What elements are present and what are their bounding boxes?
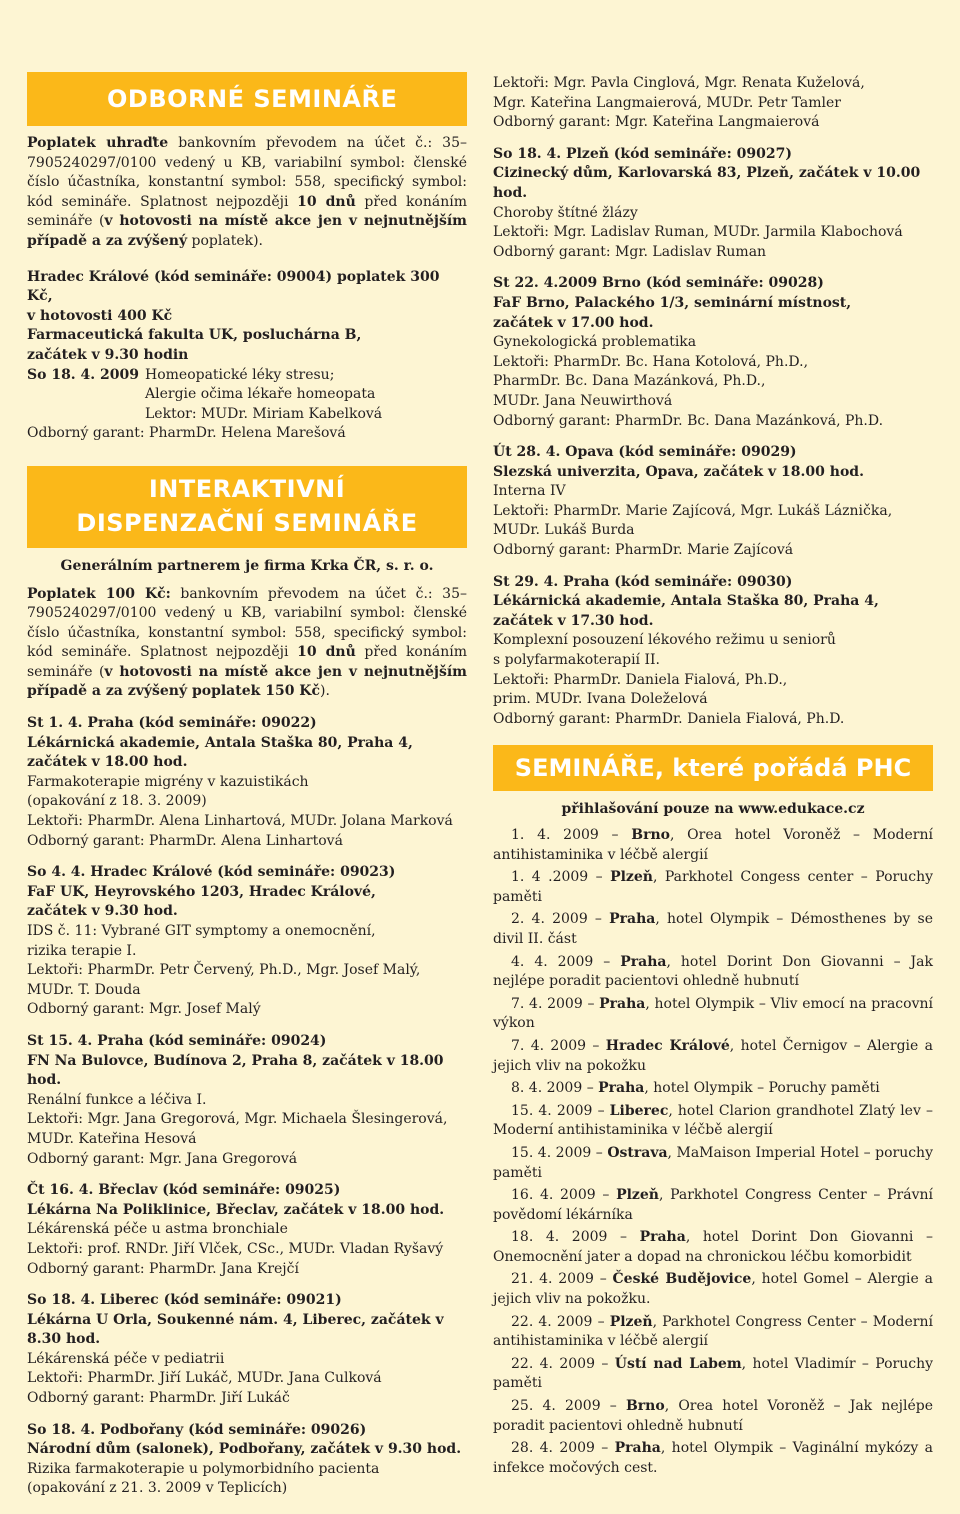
phc-seminar-item (493, 1102, 933, 1141)
seminar-description: , hotel Dorint Don Giovanni – Onemocnění jater a dopad na chronickou léčbu komorbidit (493, 1229, 933, 1265)
event-detail-line: Lektoři: PharmDr. Alena Linhartová, MUDr. Jolana Marková (27, 813, 453, 830)
phc-seminar-item (493, 1037, 933, 1076)
event-detail-line: Renální funkce a léčiva I. (27, 1091, 207, 1108)
phc-seminar-item (493, 1228, 933, 1267)
event-heading-line: St 1. 4. Praha (kód semináře: 09022) (27, 715, 317, 732)
fee-cash-note: v hotovosti na místě akce jen v nejnutnějším případě a za zvýšený poplatek 150 Kč (27, 663, 467, 700)
event-heading-line: Slezská univerzita, Opava, začátek v 18.00 hod. (493, 463, 864, 480)
seminar-date: 7. 4. 2009 – (511, 1037, 606, 1054)
event-detail-line: (opakování z 21. 3. 2009 v Teplicích) (27, 1480, 288, 1497)
seminar-description: , Parkhotel Congress Center – Právní povědomí lékárníka (493, 1187, 933, 1223)
event-detail-line: Lékárenská péče u astma bronchiale (27, 1221, 288, 1238)
seminar-description: , hotel Černigov – Alergie a jejich vliv na pokožku (493, 1037, 933, 1074)
phc-seminar-item (493, 910, 933, 949)
event-block (493, 145, 933, 263)
seminar-city: České Budějovice (612, 1271, 752, 1288)
event-heading-line: St 29. 4. Praha (kód semináře: 09030) (493, 573, 793, 590)
fee-text3: poplatek). (187, 232, 264, 249)
seminar-date: 4. 4. 2009 – (511, 953, 621, 970)
seminar-date: 21. 4. 2009 – (511, 1271, 613, 1288)
seminar-city: Hradec Králové (605, 1037, 730, 1054)
event-start: začátek v 9.30 hodin (27, 346, 189, 363)
event-block (493, 573, 933, 730)
event-heading-line: St 15. 4. Praha (kód semináře: 09024) (27, 1032, 327, 1049)
fee-text: bankovním převodem na účet č.: 35–7905240297/0100 vedený u KB, variabilní symbol: členské číslo účastníka, konstantní symbol: 558, specifický symbol: kód semináře. Splatnost nejpozději (27, 585, 467, 661)
event-detail-line: Odborný garant: Mgr. Jana Gregorová (27, 1150, 298, 1167)
seminar-description: , hotel Vladimír – Poruchy paměti (493, 1355, 934, 1392)
phc-seminar-item (493, 1270, 933, 1309)
event-cash: v hotovosti 400 Kč (27, 307, 173, 324)
phc-seminar-item (493, 826, 933, 865)
event-block (27, 1421, 467, 1499)
event-heading-line: Lékárna U Orla, Soukenné nám. 4, Liberec, začátek v 8.30 hod. (27, 1311, 444, 1348)
event-detail-line: Odborný garant: Mgr. Kateřina Langmaierová (493, 114, 820, 131)
event-detail-line: MUDr. Lukáš Burda (493, 522, 635, 539)
event-detail-line: Odborný garant: Mgr. Josef Malý (27, 1001, 261, 1018)
event-title: Hradec Králové (kód semináře: 09004) poplatek 300 Kč, (27, 268, 440, 305)
seminar-city: Praha (599, 995, 646, 1012)
seminar-description: , Parkhotel Congess center – Poruchy paměti (493, 869, 933, 905)
phc-seminar-item (493, 1144, 933, 1183)
event-detail-line: Lektoři: prof. RNDr. Jiří Vlček, CSc., MUDr. Vladan Ryšavý (27, 1240, 444, 1257)
event-heading-line: FN Na Bulovce, Budínova 2, Praha 8, začátek v 18.00 hod. (27, 1052, 444, 1089)
event-detail-line: rizika terapie I. (27, 942, 137, 959)
left-column (27, 72, 467, 1499)
fee-text2: před konáním semináře ( (27, 193, 467, 230)
seminar-date: 2. 4. 2009 – (511, 911, 610, 928)
seminar-date: 22. 4. 2009 – (511, 1313, 610, 1330)
event-heading-line: So 18. 4. Plzeň (kód semináře: 09027) (493, 145, 792, 162)
seminar-description: , hotel Olympik – Poruchy paměti (644, 1080, 880, 1097)
right-event-list (493, 145, 933, 730)
event-heading-line: Lékárnická akademie, Antala Staška 80, Praha 4, (27, 734, 413, 751)
event-detail-line: Odborný garant: PharmDr. Alena Linhartová (27, 832, 343, 849)
event-topic: Homeopatické léky stresu; (145, 366, 335, 383)
event-heading-line: FaF UK, Heyrovského 1203, Hradec Králové, (27, 883, 376, 900)
fee-deadline: 10 dnů (297, 193, 356, 210)
seminar-city: Plzeň (609, 1313, 653, 1330)
event-detail-line: PharmDr. Bc. Dana Mazánková, Ph.D., (493, 373, 766, 390)
event-heading-line: začátek v 9.30 hod. (27, 903, 178, 920)
phc-seminar-item (493, 1313, 933, 1352)
event-venue: Farmaceutická fakulta UK, posluchárna B, (27, 327, 362, 344)
banner-phc-seminare: SEMINÁŘE, které pořádá PHC (493, 745, 933, 791)
phc-seminar-item (493, 1186, 933, 1225)
event-heading-line: Národní dům (salonek), Podbořany, začátek v 9.30 hod. (27, 1441, 462, 1458)
fee-text: bankovním převodem na účet č.: 35–7905240297/0100 vedený u KB, variabilní symbol: členské číslo účastníka, konstantní symbol: 558, specifický symbol: kód semináře. Splatnost nejpozději (27, 135, 467, 210)
event-heading-line: Lékárnická akademie, Antala Staška 80, Praha 4, (493, 593, 879, 610)
seminar-city: Ostrava (607, 1144, 668, 1161)
seminar-description: , Parkhotel Congress Center – Moderní antihistaminika v léčbě alergií (493, 1313, 933, 1350)
event-detail-line: Lektoři: PharmDr. Daniela Fialová, Ph.D., (493, 671, 788, 688)
fee-deadline: 10 dnů (297, 644, 356, 661)
seminar-description: , hotel Olympik – Vaginální mykózy a infekce močových cest. (493, 1440, 933, 1476)
event-topic: Alergie očima lékaře homeopata (145, 386, 376, 403)
seminar-city: Praha (639, 1229, 686, 1246)
event-date: So 18. 4. 2009 (27, 366, 140, 383)
seminar-date: 22. 4. 2009 – (511, 1355, 615, 1372)
event-heading-line: St 22. 4.2009 Brno (kód semináře: 09028) (493, 275, 824, 292)
seminar-city: Praha (614, 1440, 661, 1457)
event-detail-line: MUDr. Jana Neuwirthová (493, 392, 673, 409)
interaktivni-fee-paragraph (27, 585, 467, 703)
event-detail-line: Komplexní posouzení lékového režimu u seniorů (493, 632, 836, 649)
event-block (27, 863, 467, 1020)
left-event-list (27, 714, 467, 1499)
event-detail-line: Lektoři: PharmDr. Marie Zajícová, Mgr. Lukáš Láznička, (493, 502, 893, 519)
event-detail-line: Lektoři: PharmDr. Jiří Lukáč, MUDr. Jana Culková (27, 1370, 382, 1387)
event-detail-line: Lektoři: Mgr. Pavla Cinglová, Mgr. Renata Kuželová, (493, 75, 865, 91)
event-hradec-kralove (27, 268, 467, 444)
event-detail-line: (opakování z 18. 3. 2009) (27, 793, 207, 810)
seminar-description: , hotel Olympik – Vliv emocí na pracovní výkon (493, 995, 933, 1032)
event-heading-line: Lékárna Na Poliklinice, Břeclav, začátek v 18.00 hod. (27, 1201, 445, 1218)
phc-seminar-item (493, 953, 933, 992)
seminar-description: , hotel Gomel – Alergie a jejich vliv na pokožku. (493, 1271, 933, 1308)
event-detail-line: Odborný garant: PharmDr. Bc. Dana Mazánková, Ph.D. (493, 412, 884, 429)
seminar-description: , hotel Olympik – Démosthenes by se divil II. část (493, 911, 933, 947)
seminar-date: 18. 4. 2009 – (511, 1229, 640, 1246)
continued-event (493, 74, 933, 133)
event-heading-line: Čt 16. 4. Břeclav (kód semináře: 09025) (27, 1182, 341, 1199)
seminar-date: 16. 4. 2009 – (511, 1187, 617, 1204)
seminar-city: Praha (598, 1080, 645, 1097)
event-heading-line: Cizinecký dům, Karlovarská 83, Plzeň, začátek v 10.00 hod. (493, 165, 921, 201)
seminar-date: 7. 4. 2009 – (511, 995, 600, 1012)
event-detail-line: Odborný garant: Mgr. Ladislav Ruman (493, 243, 767, 260)
event-detail-line: Choroby štítné žlázy (493, 204, 638, 221)
event-heading-line: začátek v 18.00 hod. (27, 754, 188, 771)
seminar-date: 15. 4. 2009 – (511, 1102, 610, 1119)
event-detail-line: Interna IV (493, 483, 566, 500)
event-detail-line: Lektoři: PharmDr. Bc. Hana Kotolová, Ph.D., (493, 353, 809, 370)
phc-seminar-item (493, 1397, 933, 1436)
partner-line: Generálním partnerem je firma Krka ČR, s. r. o. (60, 557, 434, 574)
seminar-city: Praha (620, 953, 667, 970)
seminar-date: 25. 4. 2009 – (511, 1398, 626, 1415)
event-detail-line: Odborný garant: PharmDr. Jana Krejčí (27, 1260, 299, 1277)
event-detail-line: IDS č. 11: Vybrané GIT symptomy a onemocnění, (27, 923, 376, 939)
seminar-city: Plzeň (616, 1187, 659, 1204)
fee-label: Poplatek uhraďte (27, 135, 169, 151)
event-heading-line: So 18. 4. Podbořany (kód semináře: 09026) (27, 1421, 367, 1438)
event-heading-line: So 18. 4. Liberec (kód semináře: 09021) (27, 1292, 342, 1309)
fee-cash-note: v hotovosti na místě akce jen v nejnutnějším případě a za zvýšený (27, 213, 467, 249)
seminar-date: 1. 4 .2009 – (511, 869, 611, 886)
event-detail-line: Odborný garant: PharmDr. Jiří Lukáč (27, 1390, 290, 1407)
seminar-city: Brno (631, 827, 670, 843)
seminar-description: , Orea hotel Voroněž – Jak nejlépe poradit pacientovi ohledně hubnutí (493, 1398, 933, 1434)
event-heading-line: začátek v 17.00 hod. (493, 314, 654, 331)
right-column (493, 72, 933, 1478)
event-block (27, 1291, 467, 1409)
banner-line: DISPENZAČNÍ SEMINÁŘE (76, 508, 418, 537)
event-block (493, 274, 933, 431)
seminar-date: 8. 4. 2009 – (511, 1080, 599, 1097)
event-block (493, 443, 933, 561)
event-detail-line: Mgr. Kateřina Langmaierová, MUDr. Petr Tamler (493, 94, 841, 111)
event-detail-line: Odborný garant: PharmDr. Daniela Fialová, Ph.D. (493, 710, 845, 727)
event-heading-line: FaF Brno, Palackého 1/3, seminární místnost, (493, 294, 852, 311)
phc-seminar-item (493, 1355, 933, 1394)
banner-interaktivni-seminare (27, 466, 467, 548)
event-detail-line: Lektoři: PharmDr. Petr Červený, Ph.D., Mgr. Josef Malý, (27, 962, 421, 979)
event-detail-line: prim. MUDr. Ivana Doleželová (493, 691, 708, 708)
seminar-description: , MaMaison Imperial Hotel – poruchy paměti (493, 1144, 933, 1181)
seminar-date: 1. 4. 2009 – (511, 827, 632, 843)
event-garant: Odborný garant: PharmDr. Helena Marešová (27, 425, 346, 442)
seminar-date: 28. 4. 2009 – (511, 1440, 615, 1457)
event-detail-line: Lékárenská péče v pediatrii (27, 1350, 225, 1367)
seminar-description: , hotel Clarion grandhotel Zlatý lev – Moderní antihistaminika v léčbě alergií (493, 1102, 933, 1139)
event-heading-line: So 4. 4. Hradec Králové (kód semináře: 09023) (27, 864, 396, 881)
seminar-city: Liberec (609, 1102, 669, 1119)
signup-note: přihlašování pouze na www.edukace.cz (561, 801, 865, 818)
event-lector: Lektor: MUDr. Miriam Kabelková (145, 405, 383, 422)
seminar-city: Praha (609, 911, 656, 928)
fee-text3: ). (320, 683, 330, 700)
phc-seminar-item (493, 1439, 933, 1478)
seminar-date: 15. 4. 2009 – (511, 1144, 608, 1161)
phc-seminar-item (493, 995, 933, 1034)
seminar-description: , Orea hotel Voroněž – Moderní antihistaminika v léčbě alergií (493, 827, 933, 863)
event-detail-line: s polyfarmakoterapií II. (493, 652, 660, 669)
seminar-city: Plzeň (610, 869, 653, 886)
event-detail-line: MUDr. Kateřina Hesová (27, 1130, 197, 1147)
seminar-city: Brno (625, 1398, 665, 1415)
event-heading-line: Út 28. 4. Opava (kód semináře: 09029) (493, 444, 797, 461)
event-heading-line: začátek v 17.30 hod. (493, 612, 654, 629)
fee-label: Poplatek 100 Kč: (27, 585, 171, 602)
event-detail-line: Lektoři: Mgr. Ladislav Ruman, MUDr. Jarmila Klabochová (493, 224, 903, 241)
event-detail-line: Odborný garant: PharmDr. Marie Zajícová (493, 542, 794, 559)
phc-seminar-item (493, 868, 933, 907)
seminar-description: , hotel Dorint Don Giovanni – Jak nejlépe poradit pacientovi ohledně hubnutí (493, 953, 934, 990)
phc-seminar-item (493, 1079, 933, 1099)
event-block (27, 1032, 467, 1169)
fee-text2: před konáním semináře ( (27, 644, 467, 680)
phc-seminar-list (493, 826, 933, 1478)
event-detail-line: MUDr. T. Douda (27, 981, 141, 998)
event-detail-line: Rizika farmakoterapie u polymorbidního pacienta (27, 1460, 380, 1477)
seminar-city: Ústí nad Labem (614, 1355, 742, 1372)
event-block (27, 1181, 467, 1279)
event-block (27, 714, 467, 851)
banner-odborne-seminare: ODBORNÉ SEMINÁŘE (27, 72, 467, 126)
event-detail-line: Farmakoterapie migrény v kazuistikách (27, 773, 309, 790)
event-detail-line: Lektoři: Mgr. Jana Gregorová, Mgr. Michaela Šlesingerová, (27, 1111, 448, 1128)
event-detail-line: Gynekologická problematika (493, 334, 697, 351)
odborne-fee-paragraph (27, 134, 467, 252)
banner-line: INTERAKTIVNÍ (148, 474, 346, 503)
